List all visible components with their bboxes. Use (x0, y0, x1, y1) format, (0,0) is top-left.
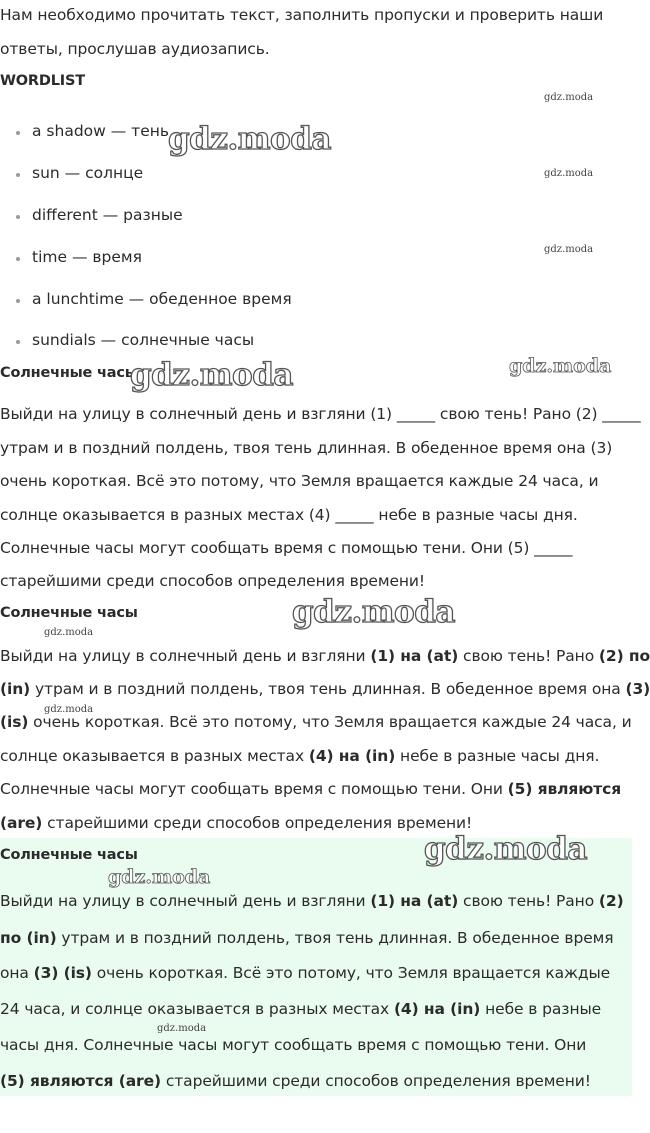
bullet-icon (16, 131, 20, 135)
watermark: gdz.moda (509, 355, 612, 377)
intro-line-1: Нам необходимо прочитать текст, заполнить пропуски и проверить наши (0, 6, 604, 24)
answer-title: Солнечные часы (0, 605, 138, 621)
answer-line: Выйди на улицу в солнечный день и взгляни (1) на (at) свою тень! Рано (2) (0, 892, 624, 910)
bullet-icon (16, 215, 20, 219)
bullet-icon (16, 340, 20, 344)
watermark: gdz.moda (157, 1023, 207, 1034)
task-line: Солнечные часы могут сообщать время с помощью тени. Они (5) _____ (0, 539, 573, 557)
watermark: gdz.moda (544, 92, 594, 103)
watermark: gdz.moda (130, 357, 293, 393)
task-line: солнце оказывается в разных местах (4) _____ небе в разные часы дня. (0, 506, 578, 524)
watermark: gdz.moda (544, 168, 594, 179)
watermark: gdz.moda (424, 831, 587, 867)
answer-line: (is) очень короткая. Всё это потому, что Земля вращается каждые 24 часа, и (0, 713, 632, 731)
answer-line: Солнечные часы могут сообщать время с помощью тени. Они (5) являются (0, 780, 622, 798)
wordlist-item: time — время (32, 248, 142, 266)
watermark: gdz.moda (44, 627, 94, 638)
task-title: Солнечные часы (0, 365, 138, 381)
watermark: gdz.moda (108, 866, 211, 888)
watermark: gdz.moda (544, 244, 594, 255)
wordlist-item: different — разные (32, 206, 183, 224)
wordlist-item: sundials — солнечные часы (32, 331, 255, 349)
watermark: gdz.moda (44, 704, 94, 715)
answer-line: (5) являются (are) старейшими среди способов определения времени! (0, 1072, 591, 1090)
bullet-icon (16, 299, 20, 303)
highlighted-answer-title: Солнечные часы (0, 847, 138, 863)
answer-line: 24 часа, и солнце оказывается в разных местах (4) на (in) небе в разные (0, 1000, 602, 1018)
bullet-icon (16, 173, 20, 177)
answer-line: (are) старейшими среди способов определения времени! (0, 814, 473, 832)
task-line: Выйди на улицу в солнечный день и взгляни (1) _____ свою тень! Рано (2) _____ (0, 405, 641, 423)
task-line: утрам и в поздний полдень, твоя тень длинная. В обеденное время она (3) (0, 439, 613, 457)
answer-line: солнце оказывается в разных местах (4) на (in) небе в разные часы дня. (0, 747, 600, 765)
answer-line: часы дня. Солнечные часы могут сообщать время с помощью тени. Они (0, 1036, 587, 1054)
wordlist-item: a shadow — тень (32, 122, 170, 140)
intro-line-2: ответы, прослушав аудиозапись. (0, 40, 270, 58)
wordlist-item: sun — солнце (32, 164, 144, 182)
watermark: gdz.moda (292, 594, 455, 630)
task-line: старейшими среди способов определения времени! (0, 572, 426, 590)
answer-line: (in) утрам и в поздний полдень, твоя тень длинная. В обеденное время она (3) (0, 680, 650, 698)
wordlist-title: WORDLIST (0, 73, 85, 89)
watermark: gdz.moda (168, 121, 331, 157)
answer-line: она (3) (is) очень короткая. Всё это потому, что Земля вращается каждые (0, 964, 611, 982)
task-line: очень короткая. Всё это потому, что Земля вращается каждые 24 часа, и (0, 472, 599, 490)
bullet-icon (16, 257, 20, 261)
wordlist-item: a lunchtime — обеденное время (32, 290, 292, 308)
answer-line: по (in) утрам и в поздний полдень, твоя тень длинная. В обеденное время (0, 929, 614, 947)
answer-line: Выйди на улицу в солнечный день и взгляни (1) на (at) свою тень! Рано (2) по (0, 647, 650, 665)
